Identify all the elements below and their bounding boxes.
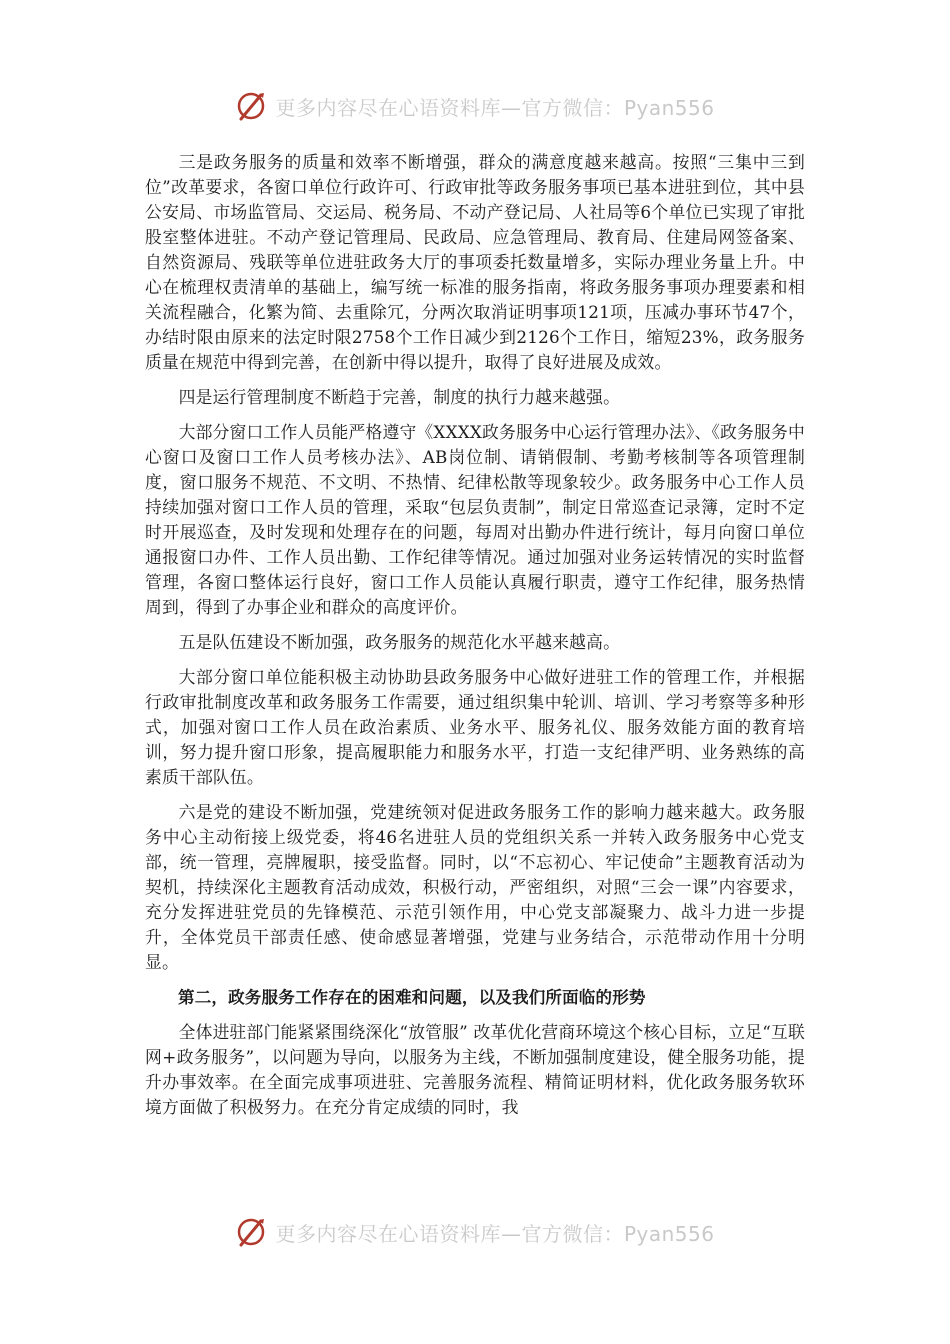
watermark-text: 更多内容尽在心语资料库—官方微信：Pyan556 xyxy=(275,95,715,120)
watermark-footer xyxy=(0,1212,950,1252)
paragraph-team-detail: 大部分窗口单位能积极主动协助县政务服务中心做好进驻工作的管理工作，并根据行政审批制度改革和政务服务工作需要，通过组织集中轮训、培训、学习考察等多种形式，加强对窗口工作人员在政治素质、业务水平、服务礼仪、服务效能方面的教育培训，努力提升窗口形象，提高履职能力和服务水平，打造一支纪律严明、业务熟练的高素质干部队伍。 xyxy=(145,667,805,787)
watermark-text: 更多内容尽在心语资料库—官方微信：Pyan556 xyxy=(275,1221,715,1246)
pen-logo-icon xyxy=(235,1215,269,1249)
paragraph-management-detail: 大部分窗口工作人员能严格遵守《XXXX政务服务中心运行管理办法》、《政务服务中心窗口及窗口工作人员考核办法》、AB岗位制、请销假制、考勤考核制等各项管理制度，窗口服务不规范、不文明、不热情、纪律松散等现象较少。政务服务中心工作人员持续加强对窗口工作人员的管理，采取“包层负责制”，制定日常巡查记录簿，定时不定时开展巡查，及时发现和处理存在的问题，每周对出勤办件进行统计，每月向窗口单位通报窗口办件、工作人员出勤、工作纪律等情况。通过加强对业务运转情况的实时监督管理，各窗口整体运行良好，窗口工作人员能认真履行职责，遵守工作纪律，服务热情周到，得到了办事企业和群众的高度评价。 xyxy=(145,422,805,617)
watermark-header xyxy=(0,86,950,126)
paragraph-team-title: 五是队伍建设不断加强，政务服务的规范化水平越来越高。 xyxy=(178,632,621,652)
paragraph-party-building: 六是党的建设不断加强，党建统领对促进政务服务工作的影响力越来越大。政务服务中心主动衔接上级党委，将46名进驻人员的党组织关系一并转入政务服务中心党支部，统一管理，亮牌履职，接受监督。同时，以“不忘初心、牢记使命”主题教育活动为契机，持续深化主题教育活动成效，积极行动，严密组织，对照“三会一课”内容要求，充分发挥进驻党员的先锋模范、示范引领作用，中心党支部凝聚力、战斗力进一步提升，全体党员干部责任感、使命感显著增强，党建与业务结合，示范带动作用十分明显。 xyxy=(145,802,805,972)
paragraph-problems-intro: 全体进驻部门能紧紧围绕深化“放管服” 改革优化营商环境这个核心目标，立足“互联网+政务服务”，以问题为导向，以服务为主线，不断加强制度建设，健全服务功能，提升办事效率。在全面完成事项进驻、完善服务流程、精简证明材料，优化政务服务软环境方面做了积极努力。在充分肯定成绩的同时，我 xyxy=(145,1022,805,1117)
document-body xyxy=(145,150,805,1130)
pen-logo-icon xyxy=(235,89,269,123)
paragraph-management-title: 四是运行管理制度不断趋于完善，制度的执行力越来越强。 xyxy=(178,387,621,407)
section-heading-problems: 第二，政务服务工作存在的困难和问题，以及我们所面临的形势 xyxy=(178,988,646,1007)
paragraph-service-quality: 三是政务服务的质量和效率不断增强，群众的满意度越来越高。按照“三集中三到位”改革要求，各窗口单位行政许可、行政审批等政务服务事项已基本进驻到位，其中县公安局、市场监管局、交运局、税务局、不动产登记局、人社局等6个单位已实现了审批股室整体进驻。不动产登记管理局、民政局、应急管理局、教育局、住建局网签备案、自然资源局、残联等单位进驻政务大厅的事项委托数量增多，实际办理业务量上升。中心在梳理权责清单的基础上，编写统一标准的服务指南，将政务服务事项办理要素和相关流程融合，化繁为简、去重除冗，分两次取消证明事项121项，压减办事环节47个，办结时限由原来的法定时限2758个工作日减少到2126个工作日，缩短23%，政务服务质量在规范中得到完善，在创新中得以提升，取得了良好进展及成效。 xyxy=(145,152,805,372)
